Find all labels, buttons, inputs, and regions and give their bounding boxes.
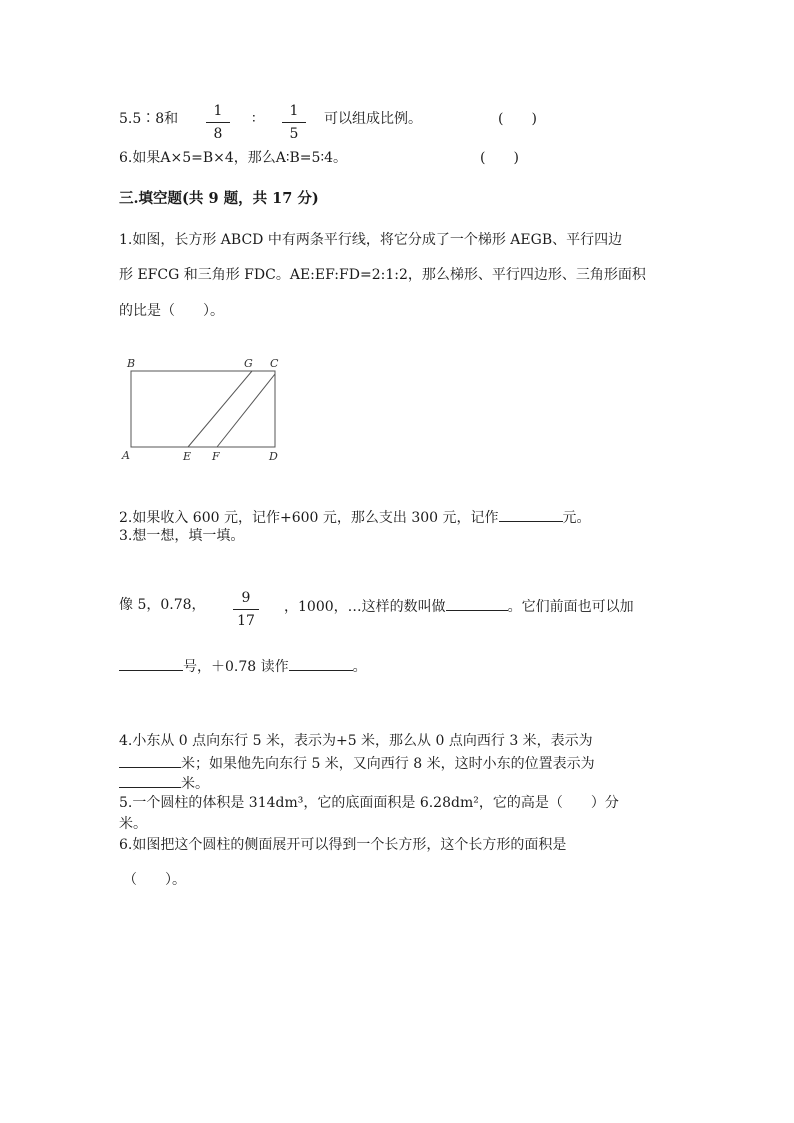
q3-answer-blank-3[interactable] [289,658,353,671]
judge-q6-text: 6.如果A×5=B×4，那么A∶B=5∶4。 [119,150,347,166]
q1-line1: 1.如图，长方形 ABCD 中有两条平行线，将它分成了一个梯形 AEGB、平行四边 [119,232,623,248]
q3-lead: 像 5，0.78， [119,597,206,613]
rectangle-figure [118,352,288,466]
q4-answer-blank-2[interactable] [119,775,181,788]
fraction-bar [206,122,230,123]
q2-text: 2.如果收入 600 元，记作+600 元，那么支出 300 元，记作 [119,510,499,526]
judge-q5-suffix: 可以组成比例。 [324,111,422,127]
label-f: F [212,450,220,463]
q2-unit: 元。 [562,510,591,526]
fraction-one-eighth [206,104,230,143]
q5-line1: 5.一个圆柱的体积是 314dm³，它的底面面积是 6.28dm²，它的高是（ ）分 [119,795,619,811]
fraction-denominator: 17 [237,613,255,629]
q4-line3-text: 米。 [181,776,209,792]
q3-title: 3.想一想，填一填。 [119,528,245,544]
q6-line1: 6.如图把这个圆柱的侧面展开可以得到一个长方形，这个长方形的面积是 [119,837,567,853]
label-a: A [122,449,130,462]
label-c: C [270,357,279,370]
parallel-line-fc [217,374,275,447]
q3-mid: ，1000，…这样的数叫做 [284,599,446,615]
q2-answer-blank[interactable] [499,509,563,522]
q3-tail: 。它们前面也可以加 [507,599,634,615]
q4-line1: 4.小东从 0 点向东行 5 米，表示为+5 米，那么从 0 点向西行 3 米，表示为 [119,733,593,749]
q5-line2: 米。 [119,816,147,832]
rectangle-abcd [131,371,275,447]
q4-answer-blank-1[interactable] [119,755,181,768]
label-d: D [269,450,278,463]
section-title: 三.填空题(共 9 题，共 17 分) [119,190,319,207]
fraction-numerator: 1 [213,103,223,119]
fraction-denominator: 8 [213,126,223,142]
label-e: E [183,450,192,463]
q3-line1-rest [284,598,634,614]
fraction-bar [233,609,259,610]
q1-line3: 的比是（ ）。 [119,303,224,319]
q4-line2 [119,755,595,771]
parallel-line-eg [188,371,252,447]
q2-line [119,509,591,525]
label-g: G [244,357,253,370]
q6-line2: （ ）。 [123,872,186,888]
ratio-colon: ∶ [252,111,256,127]
judge-q5-answer-paren[interactable]: ( ) [498,111,537,127]
fraction-nine-seventeenths [233,591,259,630]
judge-q5-prefix: 5.5∶8和 [119,111,179,127]
fraction-numerator: 1 [289,103,299,119]
label-b: B [127,357,136,370]
fraction-bar [282,122,306,123]
fraction-denominator: 5 [289,126,299,142]
q1-line2: 形 EFCG 和三角形 FDC。AE:EF:FD=2:1:2，那么梯形、平行四边形、三角形面积 [119,267,646,283]
q3-answer-blank-2[interactable] [119,658,183,671]
q3-line2 [119,658,367,674]
q3-line2-mid: 号，＋0.78 读作 [183,659,289,675]
q4-line2-text: 米；如果他先向东行 5 米，又向西行 8 米，这时小东的位置表示为 [181,756,595,772]
judge-q6-answer-paren[interactable]: ( ) [480,150,519,166]
fraction-one-fifth [282,104,306,143]
q3-answer-blank-1[interactable] [446,598,508,611]
fraction-numerator: 9 [241,590,251,606]
q3-line2-end: 。 [352,659,367,675]
q4-line3 [119,775,209,791]
